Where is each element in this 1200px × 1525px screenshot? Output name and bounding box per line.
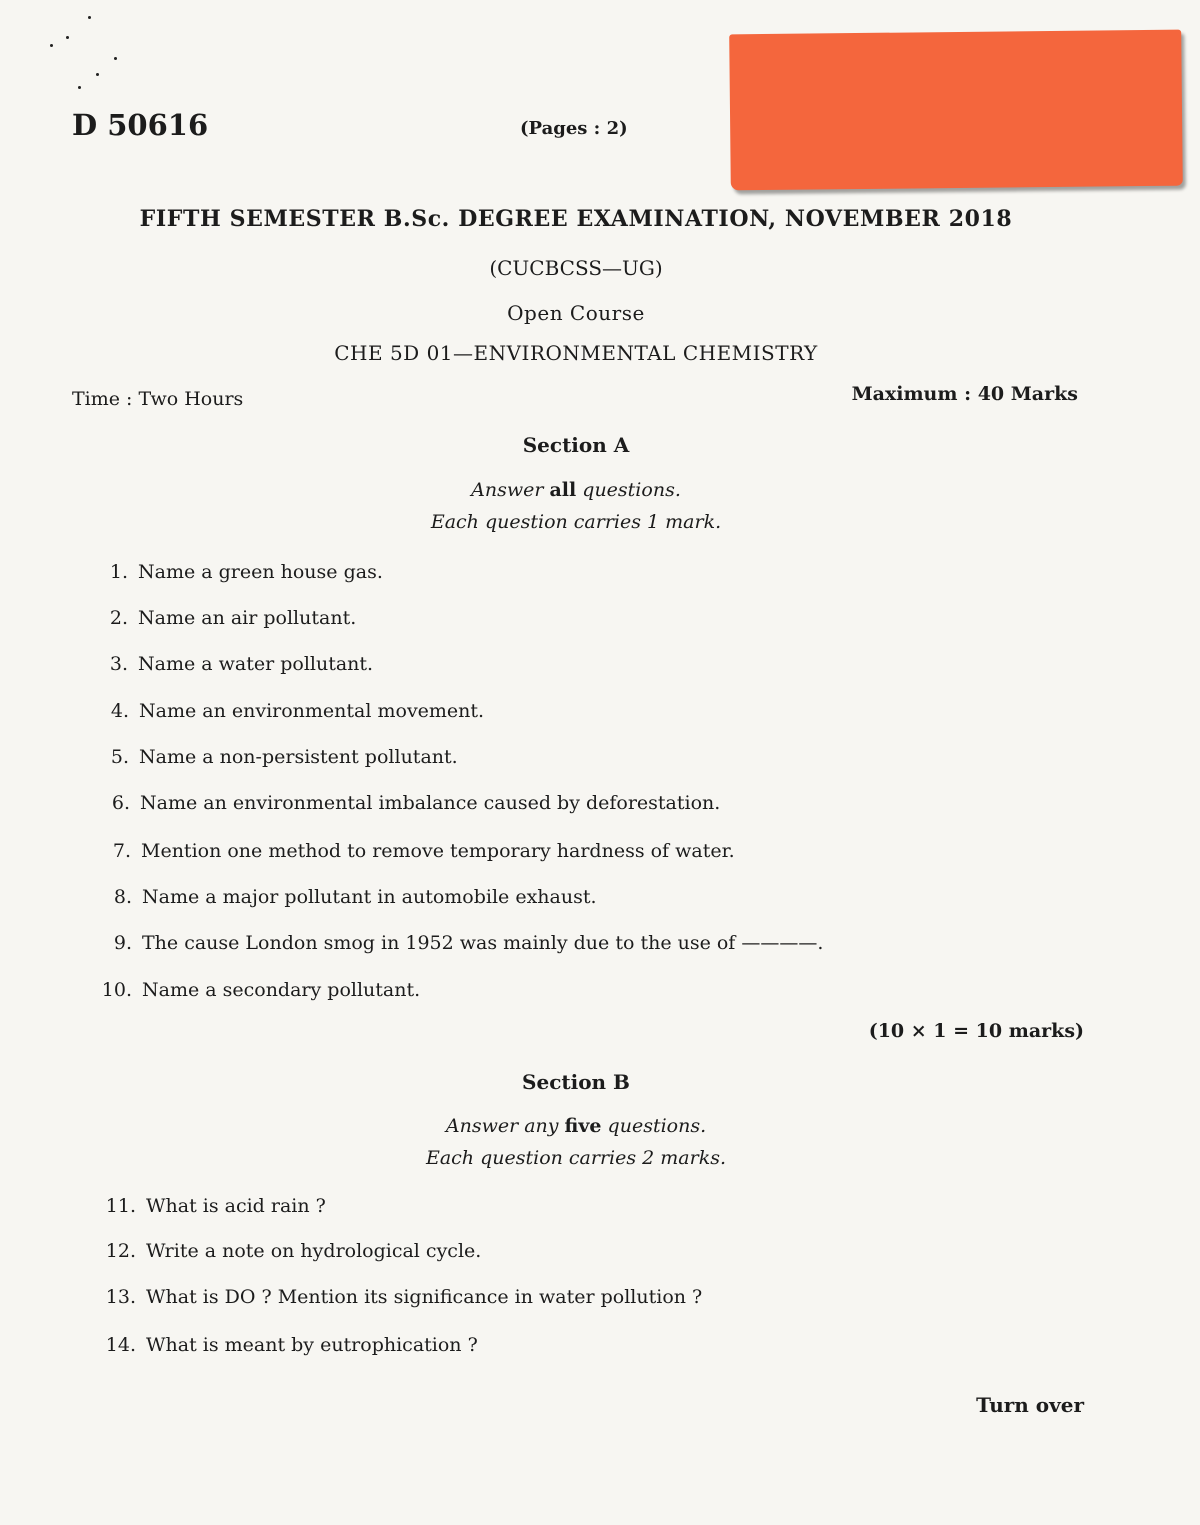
subject-title: CHE 5D 01—ENVIRONMENTAL CHEMISTRY	[334, 341, 818, 365]
question: 14. What is meant by eutrophication ?	[105, 1334, 478, 1356]
question: 7. Mention one method to remove temporary hardness of water.	[112, 840, 735, 862]
question: 11. What is acid rain ?	[105, 1195, 326, 1217]
question: 8. Name a major pollutant in automobile exhaust.	[113, 886, 597, 908]
exam-title: FIFTH SEMESTER B.Sc. DEGREE EXAMINATION, NOVEMBER 2018	[139, 206, 1013, 232]
question: 12. Write a note on hydrological cycle.	[105, 1240, 482, 1262]
question: 10. Name a secondary pollutant.	[101, 979, 421, 1001]
question: 1. Name a green house gas.	[109, 561, 383, 583]
time-allowed: Time : Two Hours	[72, 388, 244, 410]
question: 5. Name a non-persistent pollutant.	[110, 746, 458, 768]
page-count: (Pages : 2)	[520, 118, 628, 139]
section-b-marks-note: Each question carries 2 marks.	[425, 1147, 727, 1169]
question: 2. Name an air pollutant.	[109, 607, 357, 629]
question: 9. The cause London smog in 1952 was mainly due to the use of ————.	[113, 932, 824, 954]
paper-code: D 50616	[72, 108, 209, 142]
question: 3. Name a water pollutant.	[109, 653, 374, 675]
section-a-instruction: Answer all questions.	[471, 479, 681, 501]
question: 13. What is DO ? Mention its significance in water pollution ?	[105, 1286, 703, 1308]
section-b-title: Section B	[522, 1070, 630, 1094]
maximum-marks: Maximum : 40 Marks	[851, 383, 1078, 405]
section-b-instruction: Answer any five questions.	[445, 1115, 707, 1137]
sticky-note-redaction	[729, 30, 1183, 191]
course-type: Open Course	[507, 301, 645, 325]
section-a-title: Section A	[522, 433, 630, 457]
section-a-total-marks: (10 × 1 = 10 marks)	[868, 1020, 1084, 1042]
section-a-marks-note: Each question carries 1 mark.	[430, 511, 722, 533]
question: 6. Name an environmental imbalance caused by deforestation.	[111, 792, 721, 814]
question: 4. Name an environmental movement.	[110, 700, 485, 722]
turn-over-note: Turn over	[976, 1393, 1084, 1417]
scheme: (CUCBCSS—UG)	[489, 256, 663, 280]
